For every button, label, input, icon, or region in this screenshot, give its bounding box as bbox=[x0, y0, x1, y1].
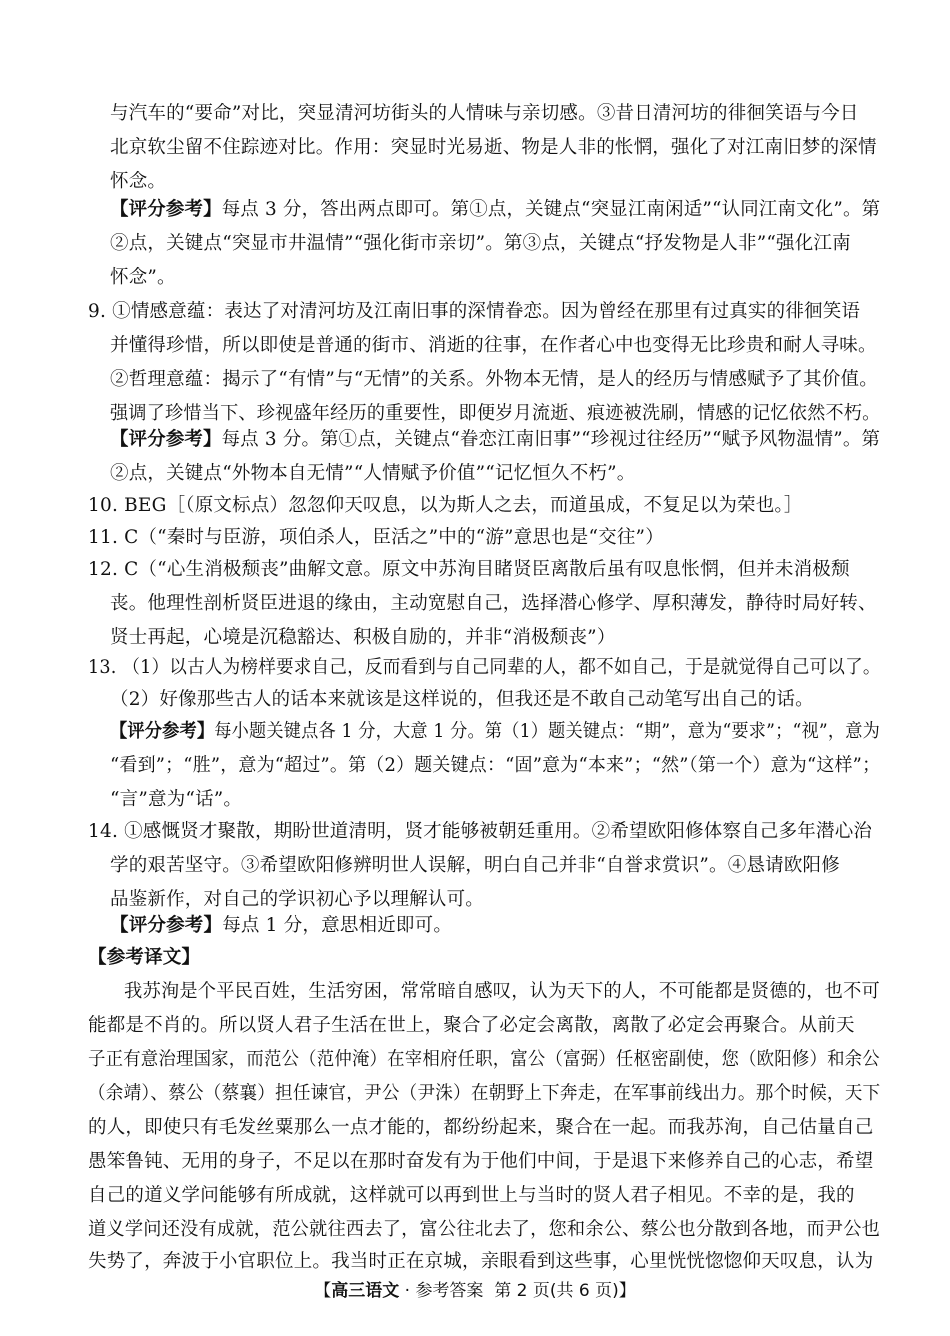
translation-line: （余靖）、蔡公（蔡襄）担任谏官，尹公（尹洙）在朝野上下奔走，在军事前线出力。那个时候，天下 bbox=[88, 1083, 881, 1104]
text-line: ②哲理意蕴：揭示了“有情”与“无情”的关系。外物本无情，是人的经历与情感赋予了其价值。 bbox=[110, 369, 878, 390]
answer-11: 11. C（“秦时与臣游，项伯杀人，臣活之”中的“游”意思也是“交往”） bbox=[88, 527, 664, 548]
answer-9: 9. ①情感意蕴：表达了对清河坊及江南旧事的深情眷恋。因为曾经在那里有过真实的徘徊笑语 bbox=[88, 301, 861, 322]
grading-tag: 【评分参考】 bbox=[110, 721, 215, 742]
text-line: ②点，关键点“外物本自无情”“人情赋予价值”“记忆恒久不朽”。 bbox=[110, 463, 636, 484]
translation-line: 我苏洵是个平民百姓，生活穷困，常常暗自感叹，认为天下的人，不可能都是贤德的，也不可 bbox=[124, 981, 880, 1002]
text-line: 北京软尘留不住踪迹对比。作用：突显时光易逝、物是人非的怅惘，强化了对江南旧梦的深情 bbox=[110, 137, 877, 158]
grading-tag: 【评分参考】 bbox=[110, 199, 222, 220]
translation-heading: 【参考译文】 bbox=[88, 947, 201, 968]
footer-subject: 高三语文 bbox=[331, 1281, 400, 1301]
grading-tag: 【评分参考】 bbox=[110, 429, 222, 450]
answer-14: 14. ①感慨贤才聚散，期盼世道清明，贤才能够被朝廷重用。②希望欧阳修体察自己多年潜心治 bbox=[88, 821, 873, 842]
translation-line: 道义学问还没有成就，范公就往西去了，富公往北去了，您和余公、蔡公也分散到各地，而尹公也 bbox=[88, 1219, 881, 1240]
text-line: 学的艰苦坚守。③希望欧阳修辨明世人误解，明白自己并非“自誉求赏识”。④恳请欧阳修 bbox=[110, 855, 840, 876]
text-line: （2）好像那些古人的话本来就该是这样说的，但我还是不敢自己动笔写出自己的话。 bbox=[110, 689, 814, 710]
grading-line: 【评分参考】每点 3 分，答出两点即可。第①点，关键点“突显江南闲适”“认同江南文化”。第 bbox=[110, 199, 881, 220]
text-line: 强调了珍惜当下、珍视盛年经历的重要性，即便岁月流逝、痕迹被洗刷，情感的记忆依然不朽。 bbox=[110, 403, 881, 424]
footer-kind: 参考答案 bbox=[415, 1281, 484, 1301]
grading-tag: 【评分参考】 bbox=[110, 915, 223, 936]
page-number: 第 2 页(共 6 页) bbox=[494, 1281, 619, 1301]
text-line: ②点，关键点“突显市井温情”“强化街市亲切”。第③点，关键点“抒发物是人非”“强化江南 bbox=[110, 233, 851, 254]
text-line: 贤士再起，心境是沉稳豁达、积极自励的，并非“消极颓丧”） bbox=[110, 627, 616, 648]
answer-12: 12. C（“心生消极颓丧”曲解文意。原文中苏洵目睹贤臣离散后虽有叹息怅惘，但并未消极颓 bbox=[88, 559, 850, 580]
text-line: 怀念”。 bbox=[110, 267, 176, 288]
grading-line: 【评分参考】每小题关键点各 1 分，大意 1 分。第（1）题关键点：“期”，意为“要求”；“视”，意为 bbox=[110, 721, 880, 742]
translation-line: 自己的道义学问能够有所成就，这样就可以再到世上与当时的贤人君子相见。不幸的是，我的 bbox=[88, 1185, 855, 1206]
text-line: “看到”；“胜”，意为“超过”。第（2）题关键点：“固”意为“本来”；“然”（第一个）意为“这样”； bbox=[110, 755, 881, 776]
translation-line: 子正有意治理国家，而范公（范仲淹）在宰相府任职，富公（富弼）任枢密副使，您（欧阳修）和余公 bbox=[88, 1049, 880, 1070]
text-line: “言”意为“话”。 bbox=[110, 789, 243, 810]
answer-13: 13. （1）以古人为榜样要求自己，反而看到与自己同辈的人，都不如自己，于是就觉得自己可以了。 bbox=[88, 657, 881, 678]
text-line: 与汽车的“要命”对比，突显清河坊街头的人情味与亲切感。③昔日清河坊的徘徊笑语与今日 bbox=[110, 103, 859, 124]
answer-10: 10. BEG［（原文标点）忽忽仰天叹息，以为斯人之去，而道虽成，不复足以为荣也。］ bbox=[88, 495, 803, 516]
translation-line: 的人，即使只有毛发丝粟那么一点才能的，都纷纷起来，聚合在一起。而我苏洵，自己估量自己 bbox=[88, 1117, 874, 1138]
text-line: 并懂得珍惜，所以即使是普通的街市、消逝的往事，在作者心中也变得无比珍贵和耐人寻味。 bbox=[110, 335, 877, 356]
text-line: 品鉴新作，对自己的学识初心予以理解认可。 bbox=[110, 889, 485, 910]
page-footer: 【高三语文 · 参考答案 第 2 页(共 6 页)】 bbox=[314, 1281, 636, 1301]
text-line: 丧。他理性剖析贤臣进退的缘由，主动宽慰自己，选择潜心修学、厚积薄发，静待时局好转、 bbox=[110, 593, 877, 614]
grading-line: 【评分参考】每点 3 分。第①点，关键点“眷恋江南旧事”“珍视过往经历”“赋予风物温情”。第 bbox=[110, 429, 881, 450]
translation-line: 愚笨鲁钝、无用的身子，不足以在那时奋发有为于他们中间，于是退下来修养自己的心志，希望 bbox=[88, 1151, 874, 1172]
translation-line: 失势了，奔波于小官职位上。我当时正在京城，亲眼看到这些事，心里恍恍惚惚仰天叹息，认为 bbox=[88, 1251, 874, 1272]
grading-line: 【评分参考】每点 1 分，意思相近即可。 bbox=[110, 915, 453, 936]
text-line: 怀念。 bbox=[110, 171, 167, 192]
translation-line: 能都是不肖的。所以贤人君子生活在世上，聚合了必定会离散，离散了必定会再聚合。从前天 bbox=[88, 1015, 855, 1036]
